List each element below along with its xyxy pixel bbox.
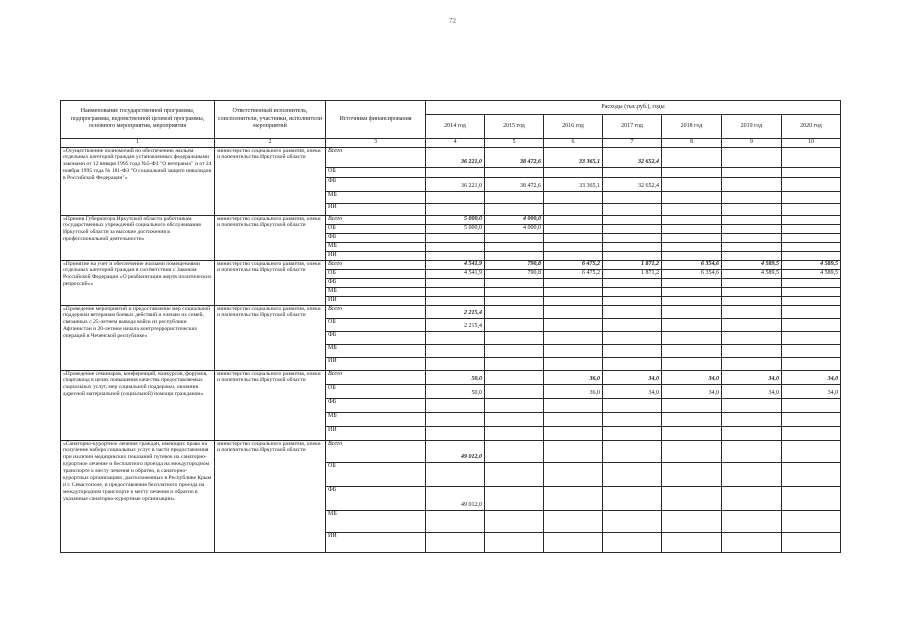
expense-value: [662, 331, 722, 344]
expense-value: [603, 426, 662, 440]
program-name: «Премия Губернатора Иркутской области работникам государственных учреждений социального обслуживания Иркутской области за высокие достижения в профессиональной деятельности»: [61, 215, 215, 260]
funding-source: ОБ: [326, 462, 426, 486]
expense-value: 790,8: [485, 269, 544, 278]
program-name: «Проведение семинаров, конференций, конкурсов, форумов, спартакиад в целях повышения качества предоставляемых социальных услуг, мер социальной поддержки, оказания адресной материальной (социальной) помощи гражданам»: [61, 370, 215, 440]
expense-value: [722, 510, 782, 532]
expense-value: [722, 462, 782, 486]
expense-value: [722, 296, 782, 305]
program-name: «Принятие на учет и обеспечение жилыми помещениями отдельных категорий граждан в соответствии с Законом Российской Федерации «О реабилитации жертв политических репрессий»»: [61, 260, 215, 305]
expense-value: [782, 398, 841, 412]
expense-value: 32 652,4: [603, 177, 662, 191]
expense-value: [426, 331, 485, 344]
expense-value: [722, 305, 782, 318]
expense-value: 38 472,6: [485, 147, 544, 167]
funding-source: ИИ: [326, 251, 426, 260]
expense-value: 49 012,0: [426, 486, 485, 510]
expense-value: [603, 344, 662, 357]
expense-value: [544, 305, 603, 318]
expense-value: [544, 440, 603, 462]
header-year: 2016 год: [544, 115, 603, 139]
expense-value: 38 472,6: [485, 177, 544, 191]
expense-value: [722, 242, 782, 251]
responsible-executor: министерство социального развития, опеки и попечительства Иркутской области: [215, 305, 326, 370]
expense-value: [544, 486, 603, 510]
expense-value: 34,0: [722, 370, 782, 384]
expense-value: 50,0: [426, 384, 485, 398]
expense-value: [485, 344, 544, 357]
expense-value: [722, 412, 782, 426]
expense-value: 2 215,4: [426, 305, 485, 318]
expense-value: [662, 344, 722, 357]
expense-value: [662, 510, 722, 532]
expense-value: [603, 357, 662, 370]
funding-source: МБ: [326, 510, 426, 532]
expense-value: [603, 167, 662, 177]
expense-value: [603, 251, 662, 260]
expense-value: [603, 242, 662, 251]
expense-value: [485, 370, 544, 384]
expense-value: [782, 278, 841, 287]
expense-value: 4 589,5: [722, 260, 782, 269]
expense-value: [485, 233, 544, 242]
column-number: 1: [61, 139, 215, 148]
expense-value: 33 365,1: [544, 177, 603, 191]
expense-value: 4 000,0: [485, 224, 544, 233]
expense-value: [485, 331, 544, 344]
expense-value: [485, 251, 544, 260]
funding-source: МБ: [326, 287, 426, 296]
expense-value: [603, 462, 662, 486]
expense-value: 49 012,0: [426, 440, 485, 462]
expense-value: [544, 532, 603, 552]
expense-value: [426, 344, 485, 357]
expense-value: [782, 440, 841, 462]
expense-value: [782, 318, 841, 331]
expense-value: [426, 532, 485, 552]
expense-value: [722, 203, 782, 215]
expense-value: [662, 398, 722, 412]
expense-value: [544, 510, 603, 532]
expense-value: [544, 344, 603, 357]
expense-value: [603, 296, 662, 305]
expense-value: [544, 167, 603, 177]
expense-value: 4 000,0: [485, 215, 544, 224]
expense-value: [782, 224, 841, 233]
expense-value: [782, 167, 841, 177]
expense-value: 34,0: [782, 370, 841, 384]
expense-value: [662, 233, 722, 242]
expense-value: [722, 287, 782, 296]
expenses-table-container: [60, 100, 840, 553]
expense-value: [662, 147, 722, 167]
funding-source: Всего: [326, 440, 426, 462]
expense-value: [722, 191, 782, 203]
expense-value: [426, 251, 485, 260]
expense-value: [426, 191, 485, 203]
expense-value: [662, 177, 722, 191]
expense-value: [782, 331, 841, 344]
expense-value: [782, 251, 841, 260]
table-row: [61, 440, 841, 462]
funding-source: ОБ: [326, 384, 426, 398]
expense-value: [782, 510, 841, 532]
expense-value: [782, 357, 841, 370]
expense-value: [485, 242, 544, 251]
expense-value: 6 475,2: [544, 260, 603, 269]
expense-value: [662, 278, 722, 287]
expense-value: [722, 177, 782, 191]
expense-value: 2 215,4: [426, 318, 485, 331]
funding-source: ИИ: [326, 532, 426, 552]
expense-value: [662, 305, 722, 318]
expense-value: 36,0: [544, 384, 603, 398]
column-number: 6: [544, 139, 603, 148]
expense-value: [544, 398, 603, 412]
expense-value: [485, 426, 544, 440]
expense-value: [544, 412, 603, 426]
expense-value: 4 589,5: [722, 269, 782, 278]
expense-value: [485, 278, 544, 287]
expense-value: [782, 344, 841, 357]
responsible-executor: министерство социального развития, опеки и попечительства Иркутской области: [215, 370, 326, 440]
expense-value: [544, 242, 603, 251]
expense-value: [782, 191, 841, 203]
expense-value: 1 871,2: [603, 260, 662, 269]
column-number: 3: [326, 139, 426, 148]
expense-value: [782, 233, 841, 242]
header-year: 2014 год: [426, 115, 485, 139]
expense-value: [485, 191, 544, 203]
responsible-executor: министерство социального развития, опеки и попечительства Иркутской области: [215, 215, 326, 260]
column-number: 10: [782, 139, 841, 148]
expense-value: [603, 233, 662, 242]
expense-value: 4 589,5: [782, 260, 841, 269]
expense-value: 6 475,2: [544, 269, 603, 278]
header-year: 2017 год: [603, 115, 662, 139]
expense-value: [485, 296, 544, 305]
funding-source: ФБ: [326, 233, 426, 242]
page-number: 72: [449, 17, 456, 25]
expense-value: 5 000,0: [426, 224, 485, 233]
expense-value: [426, 203, 485, 215]
expenses-table: [60, 100, 841, 553]
expense-value: [426, 167, 485, 177]
expense-value: 5 000,0: [426, 215, 485, 224]
expense-value: [782, 412, 841, 426]
expense-value: 1 871,2: [603, 269, 662, 278]
expense-value: [722, 357, 782, 370]
expense-value: [782, 532, 841, 552]
table-row: [61, 215, 841, 224]
expense-value: [782, 486, 841, 510]
funding-source: МБ: [326, 344, 426, 357]
program-name: «Санаторно-курортное лечение граждан, имеющих право на получение набора социальных услуг в части предоставления при наличии медицинских показаний путевок на санаторно-курортное лечение и бесплатного проезда на междугородном транспорте к месту лечения и обратно, в санаторно-курортных организациях, расположенных в Республике Крым и г. Севастополе, и предоставления бесплатного проезда на междугородном транспорте к месту лечения и обратно в указанные санаторно-курортные организации»: [61, 440, 215, 552]
expense-value: [485, 287, 544, 296]
funding-source: ФБ: [326, 331, 426, 344]
expense-value: 50,0: [426, 370, 485, 384]
expense-value: [722, 278, 782, 287]
expense-value: [485, 203, 544, 215]
expense-value: 32 652,4: [603, 147, 662, 167]
expense-value: [426, 242, 485, 251]
expense-value: [544, 224, 603, 233]
expense-value: [782, 287, 841, 296]
expense-value: [722, 344, 782, 357]
expense-value: [782, 296, 841, 305]
expense-value: [662, 296, 722, 305]
expense-value: 4 589,5: [782, 269, 841, 278]
funding-source: ИИ: [326, 426, 426, 440]
expense-value: [426, 357, 485, 370]
expense-value: 33 365,1: [544, 147, 603, 167]
expense-value: [544, 331, 603, 344]
program-name: «Проведение мероприятий и предоставление мер социальной поддержки ветеранам боевых действий и членам их семей, связанных с 25-летием вывода войск из республики Афганистан и 20-летием начала контртеррористических операций в Чеченской республике»: [61, 305, 215, 370]
expense-value: [603, 318, 662, 331]
expense-value: [662, 287, 722, 296]
column-number: 2: [215, 139, 326, 148]
expense-value: 34,0: [662, 384, 722, 398]
expense-value: [426, 510, 485, 532]
expense-value: [722, 532, 782, 552]
expense-value: 36 221,0: [426, 177, 485, 191]
funding-source: Всего: [326, 147, 426, 167]
expense-value: [544, 462, 603, 486]
expense-value: [426, 398, 485, 412]
expense-value: [603, 215, 662, 224]
funding-source: Всего: [326, 260, 426, 269]
header-program: Наименование государственной программы, подпрограммы, ведомственной целевой программы, основного мероприятия, мероприятия: [61, 101, 215, 139]
expense-value: [485, 486, 544, 510]
expense-value: 36 221,0: [426, 147, 485, 167]
expense-value: [722, 318, 782, 331]
expense-value: [603, 532, 662, 552]
funding-source: ОБ: [326, 224, 426, 233]
column-number: 5: [485, 139, 544, 148]
header-year: 2020 год: [782, 115, 841, 139]
expense-value: [544, 296, 603, 305]
responsible-executor: министерство социального развития, опеки и попечительства Иркутской области: [215, 440, 326, 552]
header-responsible: Ответственный исполнитель, соисполнители, участники, исполнители мероприятий: [215, 101, 326, 139]
funding-source: ИИ: [326, 296, 426, 305]
expense-value: [722, 440, 782, 462]
expense-value: [426, 296, 485, 305]
expense-value: [782, 462, 841, 486]
expense-value: [782, 203, 841, 215]
funding-source: МБ: [326, 412, 426, 426]
expense-value: [544, 191, 603, 203]
expense-value: [662, 486, 722, 510]
header-expenses: Расходы (тыс.руб.), годы: [426, 101, 841, 115]
expense-value: [603, 287, 662, 296]
expense-value: [603, 331, 662, 344]
expense-value: [662, 167, 722, 177]
expense-value: [662, 462, 722, 486]
table-row: [61, 147, 841, 167]
expense-value: 34,0: [782, 384, 841, 398]
expense-value: 6 354,6: [662, 260, 722, 269]
expense-value: [485, 440, 544, 462]
funding-source: ОБ: [326, 167, 426, 177]
expense-value: [603, 398, 662, 412]
expense-value: [662, 412, 722, 426]
column-number: 8: [662, 139, 722, 148]
expense-value: [485, 167, 544, 177]
expense-value: [603, 203, 662, 215]
expense-value: [485, 384, 544, 398]
funding-source: ОБ: [326, 318, 426, 331]
expense-value: [426, 278, 485, 287]
expense-value: [603, 510, 662, 532]
expense-value: [722, 331, 782, 344]
expense-value: [544, 215, 603, 224]
expense-value: [782, 177, 841, 191]
expense-value: [662, 251, 722, 260]
expense-value: 6 354,6: [662, 269, 722, 278]
expense-value: 34,0: [662, 370, 722, 384]
expense-value: 36,0: [544, 370, 603, 384]
expense-value: 34,0: [603, 370, 662, 384]
expense-value: [782, 426, 841, 440]
expense-value: [544, 357, 603, 370]
table-row: [61, 370, 841, 384]
header-year: 2015 год: [485, 115, 544, 139]
expense-value: [426, 233, 485, 242]
expense-value: [662, 203, 722, 215]
funding-source: Всего: [326, 215, 426, 224]
expense-value: [603, 486, 662, 510]
expense-value: [722, 426, 782, 440]
expense-value: 790,8: [485, 260, 544, 269]
expense-value: [722, 167, 782, 177]
expense-value: [722, 486, 782, 510]
expense-value: [662, 191, 722, 203]
expense-value: [544, 318, 603, 331]
expense-value: [662, 242, 722, 251]
expense-value: [722, 398, 782, 412]
funding-source: Всего: [326, 305, 426, 318]
expense-value: [485, 532, 544, 552]
funding-source: ФБ: [326, 486, 426, 510]
column-number: 4: [426, 139, 485, 148]
funding-source: ИИ: [326, 357, 426, 370]
expense-value: 4 541,9: [426, 269, 485, 278]
expense-value: [603, 305, 662, 318]
funding-source: ИИ: [326, 203, 426, 215]
expense-value: [485, 412, 544, 426]
funding-source: МБ: [326, 242, 426, 251]
expense-value: [662, 318, 722, 331]
expense-value: 4 541,9: [426, 260, 485, 269]
expense-value: [544, 233, 603, 242]
header-source: Источники финансирования: [326, 101, 426, 139]
expense-value: [662, 440, 722, 462]
expense-value: [544, 426, 603, 440]
expense-value: [544, 287, 603, 296]
expense-value: [544, 251, 603, 260]
funding-source: ОБ: [326, 269, 426, 278]
expense-value: [782, 305, 841, 318]
expense-value: [426, 287, 485, 296]
expense-value: [662, 215, 722, 224]
expense-value: [722, 224, 782, 233]
expense-value: [662, 532, 722, 552]
expense-value: [426, 462, 485, 486]
expense-value: [722, 147, 782, 167]
column-number: 7: [603, 139, 662, 148]
expense-value: [485, 510, 544, 532]
funding-source: Всего: [326, 370, 426, 384]
responsible-executor: министерство социального развития, опеки и попечительства Иркутской области: [215, 260, 326, 305]
expense-value: [603, 412, 662, 426]
expense-value: [722, 251, 782, 260]
expense-value: [485, 398, 544, 412]
expense-value: 34,0: [722, 384, 782, 398]
expense-value: [485, 305, 544, 318]
expense-value: [544, 203, 603, 215]
expense-value: [722, 233, 782, 242]
expense-value: [782, 215, 841, 224]
expense-value: [662, 224, 722, 233]
funding-source: ФБ: [326, 177, 426, 191]
expense-value: [485, 357, 544, 370]
expense-value: [603, 278, 662, 287]
expense-value: [722, 215, 782, 224]
expense-value: [544, 278, 603, 287]
expense-value: [485, 462, 544, 486]
expense-value: [782, 242, 841, 251]
program-name: «Осуществление полномочий по обеспечению жильем отдельных категорий граждан установленных федеральными законами от 12 января 1995 года №5-ФЗ "О ветеранах" и от 24 ноября 1995 года № 181-ФЗ "О социальной защите инвалидов в Российской Федерации"»: [61, 147, 215, 215]
expense-value: [426, 426, 485, 440]
table-row: [61, 305, 841, 318]
funding-source: ФБ: [326, 278, 426, 287]
expense-value: [603, 224, 662, 233]
expense-value: [662, 426, 722, 440]
expense-value: [426, 412, 485, 426]
header-year: 2019 год: [722, 115, 782, 139]
funding-source: МБ: [326, 191, 426, 203]
column-number: 9: [722, 139, 782, 148]
table-row: [61, 260, 841, 269]
expense-value: [782, 147, 841, 167]
expense-value: [603, 191, 662, 203]
expense-value: 34,0: [603, 384, 662, 398]
expense-value: [485, 318, 544, 331]
expense-value: [662, 357, 722, 370]
responsible-executor: министерство социального развития, опеки и попечительства Иркутской области: [215, 147, 326, 215]
funding-source: ФБ: [326, 398, 426, 412]
expense-value: [603, 440, 662, 462]
header-year: 2018 год: [662, 115, 722, 139]
